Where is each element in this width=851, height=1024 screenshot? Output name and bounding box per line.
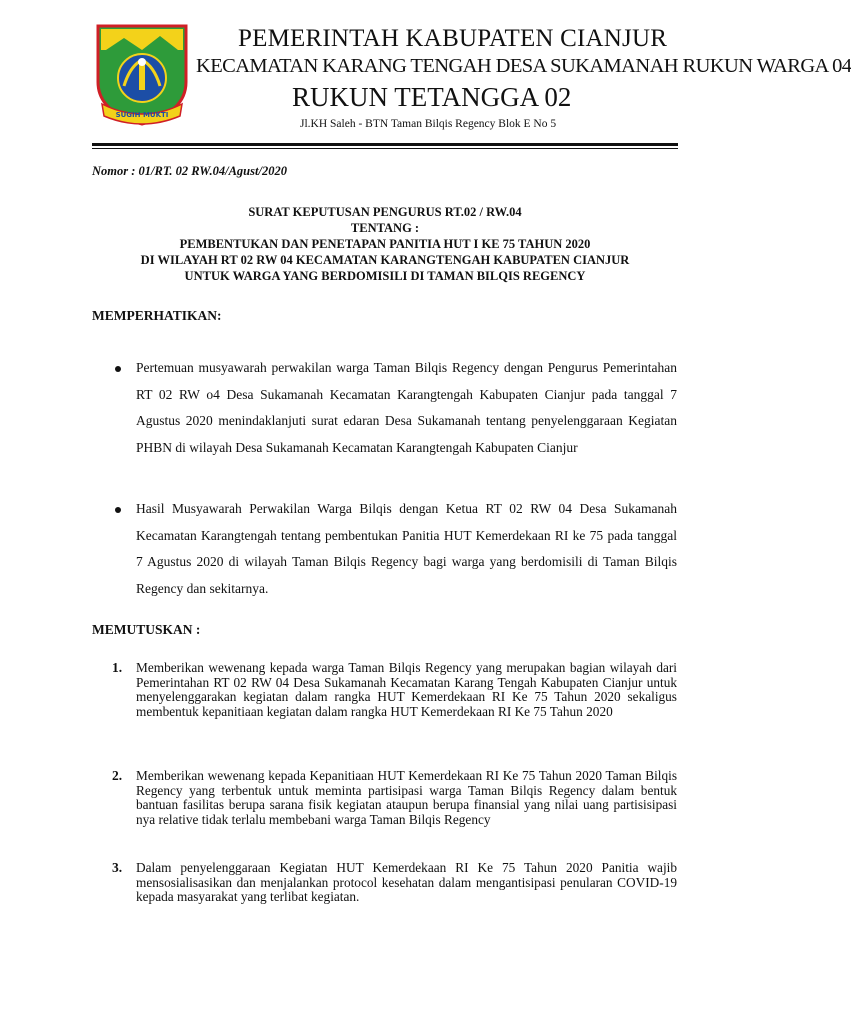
document-title <box>92 204 678 284</box>
letterhead-government: PEMERINTAH KABUPATEN CIANJUR <box>238 25 668 52</box>
letterhead-district: KECAMATAN KARANG TENGAH DESA SUKAMANAH RUKUN WARGA 04 <box>196 55 851 77</box>
memperhatikan-heading: MEMPERHATIKAN: <box>92 308 222 323</box>
title-line-2: TENTANG : <box>350 221 420 235</box>
title-line-3: PEMBENTUKAN DAN PENETAPAN PANITIA HUT I KE 75 TAHUN 2020 <box>179 237 591 251</box>
title-line-1: SURAT KEPUTUSAN PENGURUS RT.02 / RW.04 <box>248 205 522 219</box>
letterhead-rt: RUKUN TETANGGA 02 <box>292 82 572 112</box>
letterhead-rule-thin <box>92 148 678 149</box>
title-line-4: DI WILAYAH RT 02 RW 04 KECAMATAN KARANGTENGAH KABUPATEN CIANJUR <box>140 253 630 267</box>
memperhatikan-item: Pertemuan musyawarah perwakilan warga Taman Bilqis Regency dengan Pengurus Pemerintahan RT 02 RW o4 Desa Sukamanah Kecamatan Karangtengah Kabupaten Cianjur pada tanggal 7 Agustus 2020 menindaklanjuti surat edaran Desa Sukamanah tentang penyelenggaraan Kegiatan PHBN di wilayah Desa Sukamanah Kecamatan Karangtengah Kabupaten Cianjur <box>136 360 677 455</box>
decision-item: Memberikan wewenang kepada warga Taman Bilqis Regency yang merupakan bagian wilayah dari Pemerintahan RT 02 RW 04 Desa Sukamanah Kecamatan Karang Tengah Kabupaten Cianjur untuk menyelenggarakan kegiatan dalam rangka HUT Kemerdekaan RI Ke 75 Tahun 2020 sekaligus membentuk kepanitiaan kegiatan dalam rangka HUT Kemerdekaan RI Ke 75 Tahun 2020 <box>136 660 677 719</box>
letter-number: Nomor : 01/RT. 02 RW.04/Agust/2020 <box>92 164 287 178</box>
letterhead-address: Jl.KH Saleh - BTN Taman Bilqis Regency Blok E No 5 <box>300 118 557 130</box>
decision-item: Memberikan wewenang kepada Kepanitiaan HUT Kemerdekaan RI Ke 75 Tahun 2020 Taman Bilqis Regency yang terbentuk untuk meminta partisipasi warga Taman Bilqis Regency dalam bentuk bantuan fasilitas berupa sarana fisik kegiatan ataupun berupa finansial yang nilai uang partisisipasi nya relative tidak terlalu membebani warga Taman Bilqis Regency <box>136 768 677 827</box>
letterhead-rule-thick <box>92 143 678 146</box>
bullet-icon <box>115 507 121 513</box>
memutuskan-heading: MEMUTUSKAN : <box>92 622 201 637</box>
memperhatikan-item: Hasil Musyawarah Perwakilan Warga Bilqis dengan Ketua RT 02 RW 04 Desa Sukamanah Kecamatan Karangtengah tentang pembentukan Panitia HUT Kemerdekaan RI ke 75 pada tanggal 7 Agustus 2020 di wilayah Taman Bilqis Regency bagi warga yang berdomisili di Taman Bilqis Regency dan sekitarnya. <box>136 501 677 596</box>
decision-number: 3. <box>112 860 123 875</box>
svg-text:SUGIH MUKTI: SUGIH MUKTI <box>115 111 169 119</box>
decision-item: Dalam penyelenggaraan Kegiatan HUT Kemerdekaan RI Ke 75 Tahun 2020 Panitia wajib mensosialisasikan dan menjalankan protocol kesehatan dalam mengantisipasi penularan COVID-19 kepada masyarakat yang terlibat kegiatan. <box>136 860 677 904</box>
decision-number: 1. <box>112 660 123 675</box>
title-line-5: UNTUK WARGA YANG BERDOMISILI DI TAMAN BILQIS REGENCY <box>184 269 586 283</box>
decision-number: 2. <box>112 768 123 783</box>
kabupaten-cianjur-emblem <box>94 20 190 126</box>
bullet-icon <box>115 366 121 372</box>
